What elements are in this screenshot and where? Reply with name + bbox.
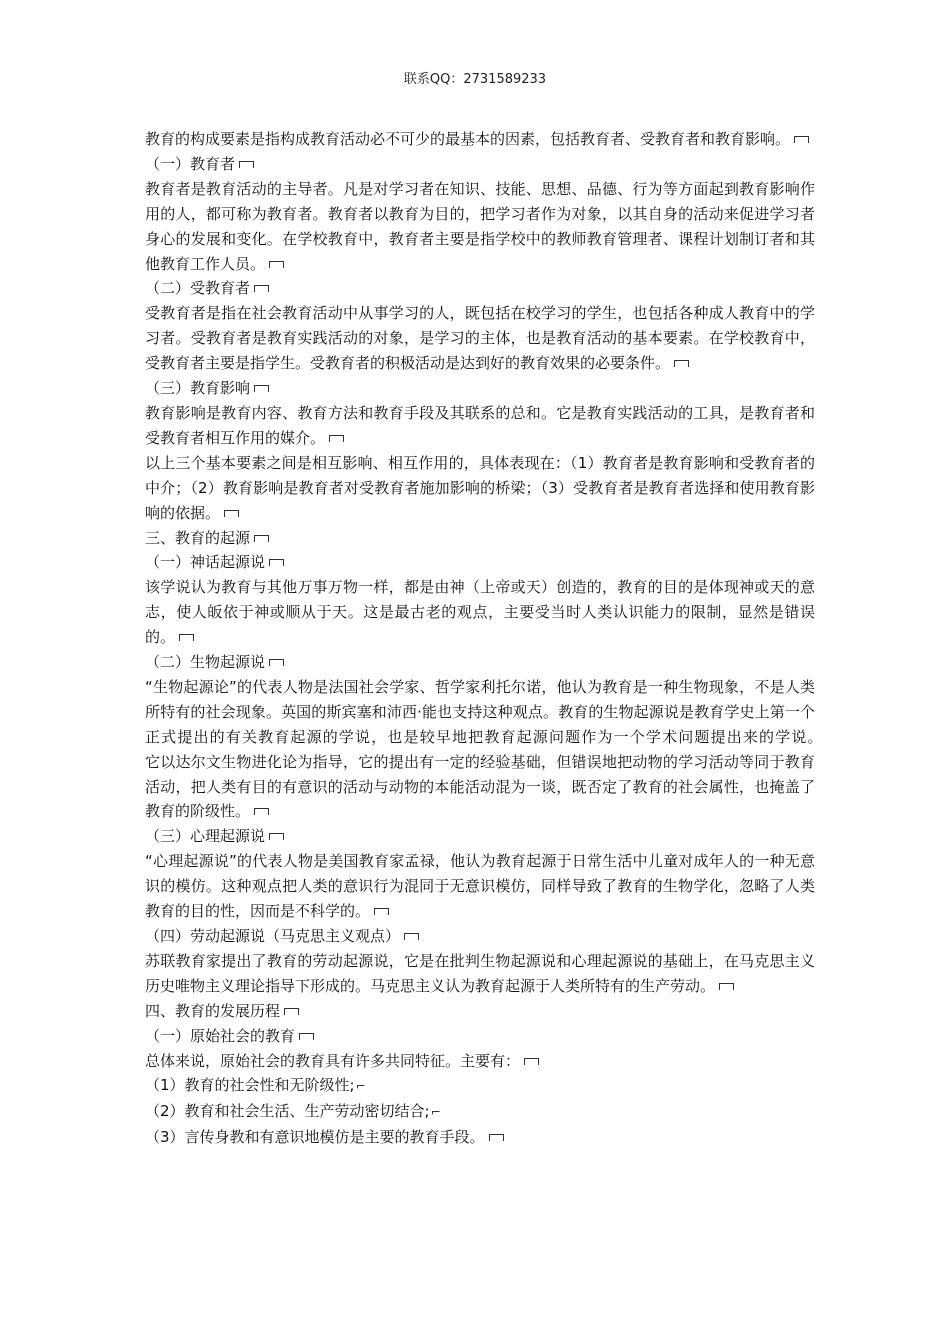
contact-header: 联系QQ：2731589233 (403, 72, 547, 87)
section-heading: （一）神话起源说 (145, 550, 815, 575)
line-break-icon: ⌐ (430, 1105, 441, 1120)
section-heading: （四）劳动起源说（马克思主义观点） (145, 924, 815, 949)
paragraph-mark-icon (284, 1008, 299, 1015)
paragraph: “生物起源论”的代表人物是法国社会学家、哲学家利托尔诺，他认为教育是一种生物现象，不是人类所特有的社会现象。英国的斯宾塞和沛西·能也支持这种观点。教育的生物起源说是教育学史上第一个正式提出的有关教育起源的学说，也是较早地把教育起源问题作为一个学术问题提出来的学说。 它以达尔文生物进化论为指导，它的提出有一定的经验基础，但错误地把动物的学习活动等同于教育活动，把人类有目的有意识的活动与动物的本能活动混为一谈，既否定了教育的社会属性，也掩盖了教育的阶级性。 (145, 677, 950, 821)
paragraph-mark-icon (404, 933, 419, 940)
paragraph: 以上三个基本要素之间是相互影响、相互作用的，具体表现在：（1）教育者是教育影响和受教育者的中介；（2）教育影响是教育者对受教育者施加影响的桥梁；（3）受教育者是教育者选择和使用教育影响的依据。 (145, 453, 815, 522)
paragraph-mark-icon (489, 1134, 504, 1141)
paragraph-mark-icon (299, 1033, 314, 1040)
paragraph-mark-icon (719, 983, 734, 990)
paragraph-mark-icon (254, 808, 269, 815)
paragraph: 教育的构成要素是指构成教育活动必不可少的最基本的因素，包括教育者、受教育者和教育影响。 (145, 127, 815, 152)
paragraph-mark-icon (254, 385, 269, 392)
chapter-heading: 三、教育的起源 (145, 526, 815, 551)
document-body (145, 127, 950, 1150)
chapter-heading: 四、教育的发展历程 (145, 999, 815, 1024)
paragraph-mark-icon (374, 908, 389, 915)
section-heading: （一）教育者 (145, 152, 815, 177)
line-break-icon: ⌐ (355, 1079, 366, 1094)
paragraph-mark-icon (269, 559, 284, 566)
paragraph: 教育者是教育活动的主导者。凡是对学习者在知识、技能、思想、品德、行为等方面起到教育影响作用的人，都可称为教育者。教育者以教育为目的，把学习者作为对象，以其自身的活动来促进学习者身心的发展和变化。在学校教育中，教育者主要是指学校中的教师教育管理者、课程计划制订者和其他教育工作人员。 (145, 179, 815, 273)
list-item: （1）教育的社会性和无阶级性;⌐ (145, 1076, 366, 1095)
section-heading: （二）生物起源说 (145, 650, 815, 675)
paragraph: 该学说认为教育与其他万事万物一样，都是由神（上帝或天）创造的，教育的目的是体现神或天的意志，使人皈依于神或顺从于天。这是最古老的观点，主要受当时人类认识能力的限制，显然是错误的。 (145, 578, 815, 647)
paragraph-mark-icon (524, 1058, 539, 1065)
list-item: （2）教育和社会生活、生产劳动密切结合;⌐ (145, 1102, 441, 1121)
paragraph-mark-icon (179, 634, 194, 641)
paragraph-mark-icon (794, 136, 809, 143)
paragraph: 受教育者是指在社会教育活动中从事学习的人，既包括在校学习的学生，也包括各种成人教育中的学习者。受教育者是教育实践活动的对象，是学习的主体，也是教育活动的基本要素。在学校教育中，受教育者主要是指学生。受教育者的积极活动是达到好的教育效果的必要条件。 (145, 304, 815, 373)
paragraph: 总体来说，原始社会的教育具有许多共同特征。主要有： (145, 1049, 815, 1074)
paragraph-mark-icon (224, 510, 239, 517)
section-heading: （三）教育影响 (145, 376, 815, 401)
paragraph: “心理起源说”的代表人物是美国教育家孟禄，他认为教育起源于日常生活中儿童对成年人的一种无意识的模仿。这种观点把人类的意识行为混同于无意识模仿，同样导致了教育的生物学化，忽略了人类教育的目的性，因而是不科学的。 (145, 852, 815, 921)
list-item: （3）言传身教和有意识地模仿是主要的教育手段。 (145, 1125, 815, 1150)
paragraph-mark-icon (254, 535, 269, 542)
paragraph-mark-icon (269, 261, 284, 268)
paragraph-mark-icon (674, 360, 689, 367)
paragraph: 苏联教育家提出了教育的劳动起源说，它是在批判生物起源说和心理起源说的基础上，在马克思主义历史唯物主义理论指导下形成的。马克思主义认为教育起源于人类所特有的生产劳动。 (145, 951, 815, 995)
paragraph-mark-icon (239, 161, 254, 168)
section-heading: （一）原始社会的教育 (145, 1024, 815, 1049)
paragraph-mark-icon (254, 285, 269, 292)
section-heading: （二）受教育者 (145, 276, 815, 301)
paragraph-mark-icon (269, 833, 284, 840)
paragraph-mark-icon (269, 659, 284, 666)
paragraph-mark-icon (329, 435, 344, 442)
section-heading: （三）心理起源说 (145, 824, 815, 849)
paragraph: 教育影响是教育内容、教育方法和教育手段及其联系的总和。它是教育实践活动的工具，是教育者和受教育者相互作用的媒介。 (145, 403, 815, 447)
